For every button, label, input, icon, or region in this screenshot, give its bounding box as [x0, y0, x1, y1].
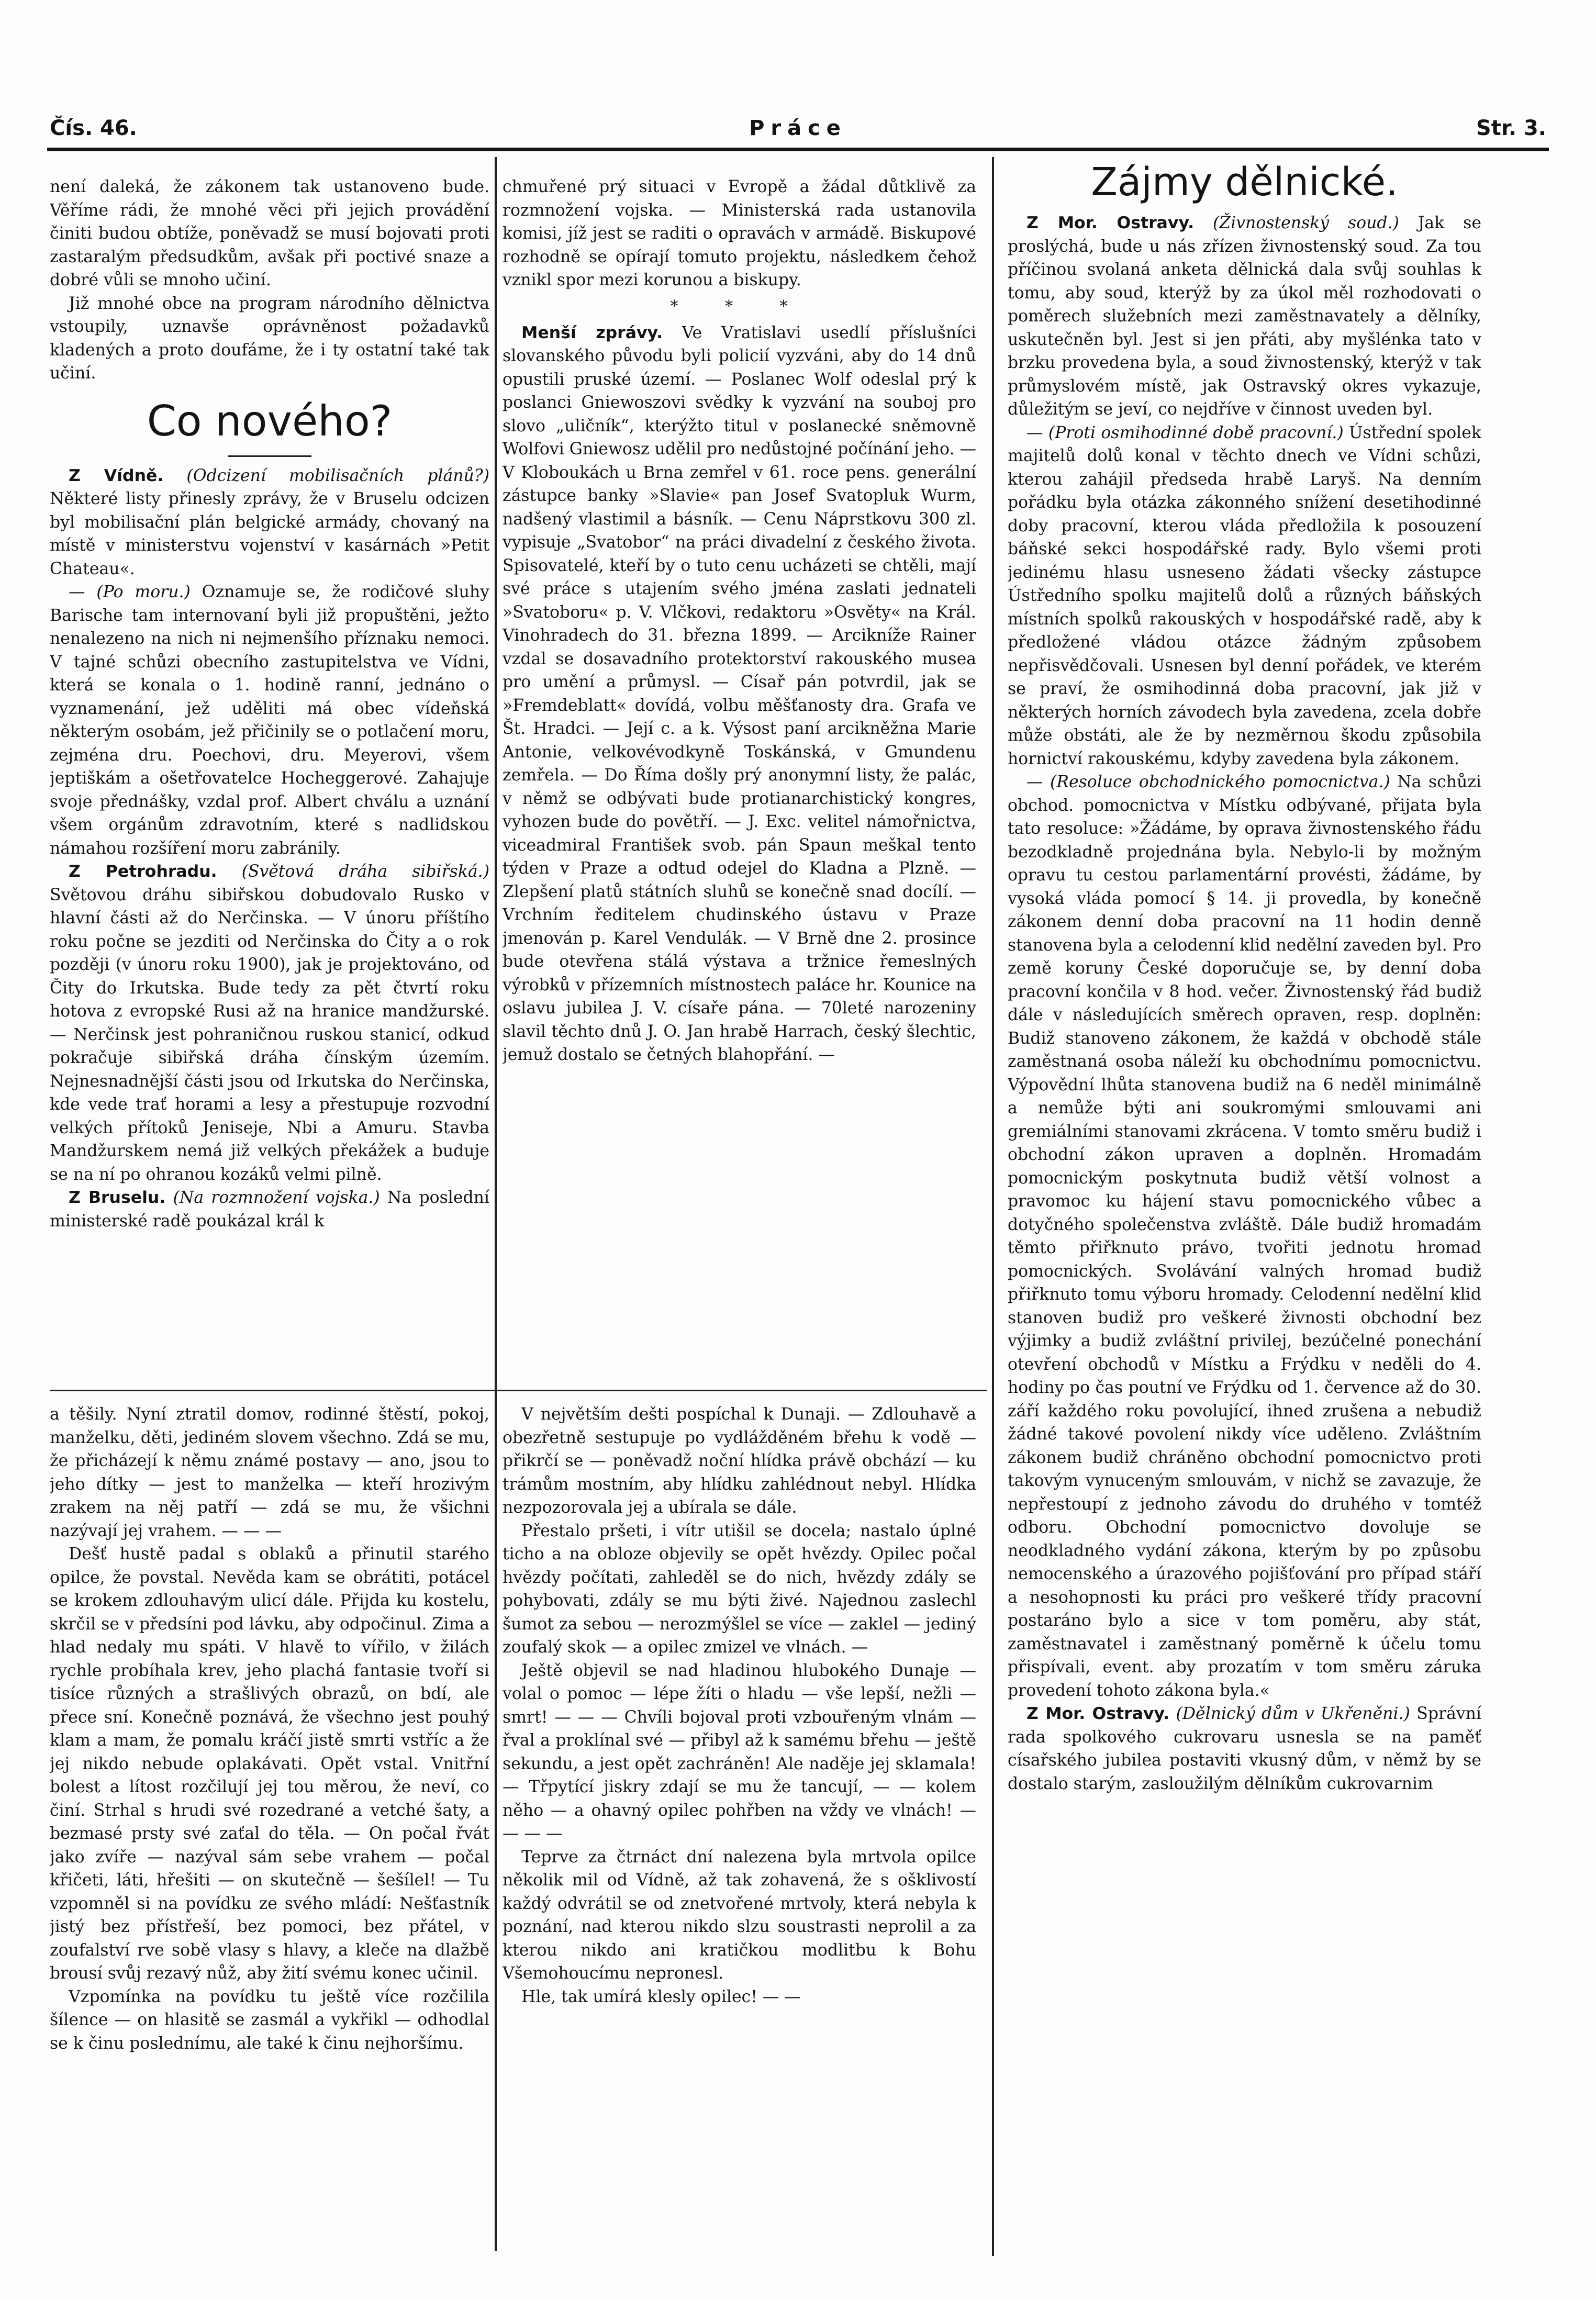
- news-text: Některé listy přinesly zprávy, že v Bruselu odcizen byl mobilisační plán belgické armády, chovaný na místě v ministerstvu vojenství v kasárnách »Petit Chateau«.: [50, 489, 489, 578]
- news-text: Ve Vratislavi usedlí příslušníci slovanského původu byli policií vyzváni, aby do 14 dnů opustili pruské území. — Poslanec Wolf odeslal prý k poslanci Gniewoszovi svědky k vyzvání na souboj pro slovo „uličník“, kterýžto titul v poslanecké sněmovně Wolfovi Gniewosz udělil pro nedůstojné počínání jeho. — V Kloboukách u Brna zemřel v 61. roce pens. generální zástupce banky »Slavie« pan Josef Svatopluk Wurm, nadšený vlastimil a básník. — Cenu Náprstkovu 300 zl. vypisuje „Svatobor“ na práci divadelní z českého života. Spisovatelé, kteří by o tuto cenu ucházeti se chtěli, mají své práce s utajením svého jména zaslati jednateli »Svatoboru« p. V. Vlčkovi, redaktoru »Osvěty« na Král. Vinohradech do 31. března 1899. — Arcikníže Rainer vzdal se dosavadního protektorství rakouského musea pro umění a průmysl. — Císař pán potvrdil, jak se »Fremdeblatt« dovídá, volbu měšťanosty dra. Grafa ve Št. Hradci. — Její c. a k. Výsost paní arcikněžna Marie Antonie, velkovévodkyně Toskánská, v Gmundenu zemřela. — Do Říma došly prý anonymní listy, že palác, v němž se odbývati bude protianarchistický kongres, vyhozen bude do povětří. — J. Exc. velitel námořnictva, viceadmiral František svob. pán Spaun meškal tento týden v Praze a odtud odejel do Kladna a Plzně. — Zlepšení platů státních sluhů se konečně snad docílí. — Vrchním ředitelem chudinského ústavu v Praze jmenován p. Karel Vendulák. — V Brně dne 2. prosince bude otevřena stálá výstava a tržnice řemeslných výrobků v přízemních místnostech paláce hr. Kounice na oslavu jubilea J. V. císaře pána. — 70leté narozeniny slavil těchto dnů J. O. Jan hrabě Harrach, český šlechtic, jemuž dostalo se četných blahopřání. —: [503, 323, 976, 1064]
- story-paragraph: Hle, tak umírá klesly opilec! — —: [521, 1987, 801, 2006]
- news-text: Na schůzi obchod. pomocnictva v Místku odbývané, přijata byla tato resoluce: »Žádáme, by oprava živnostenského řádu bezodkladně projednána byla. Nebylo-li by možným opravu tu cestou parlamentární provésti, žádáme, by vysoká vláda pomocí § 14. ji provedla, by konečně zákonem denní doba pracovní na 11 hodin denně stanovena byla a celodenní klid nedělní zaveden byl. Pro země koruny České doporučuje se, by denní doba pracovní končila v 8 hod. večer. Živnostenský řád budiž dále v následujících směrech opraven, resp. doplněn: Budiž stanoveno zákonem, že každá v obchodě stále zaměstnaná osoba náleží ku obchodnímu pomocnictvu. Výpovědní lhůta stanovena budiž na 6 neděl minimálně a nemůže býti ani soukromými smlouvami ani gremiálními stanovami zkrácena. V tomto směru budiž i obchodní zákon upraven a doplněn. Hromadám pomocnickým poskytnuta budiž větší volnost a pravomoc ku hájení stavu pomocnického vůbec a dotyčného společenstva zvláště. Dále budiž hromadám těmto přiřknuto právo, tvořiti jednotu hromad pomocnických. Svolávání valných hromad budiž přiřknuto tomu výboru hromady. Celodenní nedělní klid stanoven budiž pro veškeré živnosti obchodní bez výjimky a budiž zvláštní privilej, bezúčelné ponechání otevření obchodů v Místku a Frýdku v neděli do 4. hodiny po čas poutní ve Frýdku od 1. července až do 30. září každého roku povolující, ihned zrušena a nebudiž žádné takové povolení nikdy více uděleno. Zvláštním zákonem budiž chráněno obchodní pomocnictvo proti takovým vynuceným smlouvám, v nichž se zavazuje, že nepřestoupí z jednoho závodu do druhého v tomtéž odboru. Obchodní pomocnictvo dovoluje se neodkladného vydání zákona, kterým by po způsobu nemocenského a úrazového pojišťování pro případ stáří a nesohopnosti ku práci pro veškeré třídy pracovní postaráno bylo a sice v tom poměru, aby stát, zaměstnavatel i zaměstnaný poměrně k účelu tomu přispívali, event. aby prozatím v tom směru záruka provedení tohoto zákona byla.«: [1008, 773, 1481, 1700]
- feuilleton-divider: [50, 1390, 987, 1391]
- story-paragraph: Ještě objevil se nad hladinou hlubokého Dunaje — volal o pomoc — lépe žíti o hladu — vše lepší, nežli — smrt! — — — Chvíli bojoval proti vzbouřeným vlnám — řval a proklínal své — přibyl až k samému břehu — ještě sekundu, a jest opět zachráněn! Ale naděje jej sklamala! — Třpytící jiskry zdají se mu že tancují, — — kolem něho — a ohavný opilec pohřben na vždy ve vlnách! — — — —: [503, 1661, 976, 1843]
- news-text: Světovou dráhu sibiřskou dobudovalo Rusko v hlavní části až do Nerčinska. — V únoru příštího roku počne se jezditi od Nerčinska do Čity a o rok později (v únoru roku 1900), jak je projektováno, od Čity do Irkutska. Bude tedy za pět čtvrtí roku hotova z evropské Rusi až na hranice mandžurské. — Nerčinsk jest pohraničnou ruskou stanicí, odkud pokračuje sibiřská dráha čínským územím. Nejnesnadnější části jsou od Irkutska do Nerčinska, kde vede trať horami a lesy a přestupuje rozvodní velkých přítoků Jeniseje, Nbi a Amuru. Stavba Mandžurskem nemá již velkých překážek a buduje se na ní po ohranou kozáků velmi pilně.: [50, 885, 489, 1184]
- heading-rule: [228, 455, 311, 457]
- news-trade-court: [1008, 211, 1481, 421]
- dateline: Z Mor. Ostravy.: [1026, 1704, 1170, 1723]
- news-subtitle: (Odcizení mobilisačních plánů?): [186, 466, 489, 485]
- column-2-upper: [503, 175, 976, 1384]
- news-label: Menší zprávy.: [521, 323, 663, 342]
- news-subtitle: — (Resoluce obchodnického pomocnictva.): [1026, 773, 1390, 791]
- column-2-lower: [503, 1403, 976, 2251]
- section-heading-co-noveho: Co nového?: [147, 396, 393, 445]
- article-paragraph: chmuřené prý situaci v Evropě a žádal důtklivě za rozmnožení vojska. — Ministerská rada ustanovila komisi, jíž jest se raditi o opravách v armádě. Biskupové rozhodně se opírají tomuto projektu, následkem čehož vznikl spor mezi korunou a biskupy.: [503, 177, 976, 289]
- column-1-lower: [50, 1403, 489, 2251]
- page-number: Str. 3.: [1476, 116, 1546, 140]
- news-resolution: [1008, 770, 1481, 1702]
- story-paragraph: Dešť hustě padal s oblaků a přinutil starého opilce, že povstal. Nevěda kam se obrátiti, potácel se krokem zdlouhavým ulicí dále. Přijda ku kostelu, skrčil se v předsíni pod lávku, aby odpočinul. Zima a hlad nedaly mu spáti. V hlavě to vířilo, v žilách rychle probíhala krev, jeho plachá fantasie tvoří si tisíce různých a strašlivých obrazů, on bdí, ale přece sní. Konečně poznává, že všechno jest pouhý klam a mam, že pomalu kráčí jistě smrti vstříc a že jej nikdo nebude oplakávati. Opět vstal. Vnitřní bolest a lítost rozčilují jej tou měrou, že neví, co činí. Strhal s hrudi své rozedrané a vetché šaty, a bezmasé prsty své zaťal do těla. — On počal řvát jako zvíře — nazýval sám sebe vrahem — počal křičeti, láti, hřešiti — on skutečně — šešílel! — Tu vzpomněl si na povídku ze svého mládí: Nešťastník jistý bez přístřeší, bez pomoci, bez přátel, v zoufalství rve sobě vlasy s hlavy, a kleče na dlažbě brousí svůj rezavý nůž, aby žití svému konec učinil.: [50, 1545, 489, 1983]
- news-eight-hours: [1008, 421, 1481, 771]
- story-paragraph: Přestalo pršeti, i vítr utišil se docela; nastalo úplné ticho a na obloze objevily se opět hvězdy. Opilec počal hvězdy počítati, zahleděl se do nich, hvězdy zdály se pohybovati, zdály se mu býti živé. Najednou zaslechl šumot za sebou — nerozmýšlel se více — zaklel — jediný zoufalý skok — a opilec zmizel ve vlnách. —: [503, 1521, 976, 1657]
- news-text: Ústřední spolek majitelů dolů konal v těchto dnech ve Vídni schůzi, kterou zahájil předseda hrabě Laryš. Na denním pořádku byla otázka zákonného snížení desetihodinné doby pracovní, kterou vláda předložila k posouzení báňské sekci hospodářské rady. Bylo všemi proti jedinému hlasu usneseno žádati všecky zástupce Ústředního spolku majitelů dolů a různých báňských místních spolků rakouských v hospodářské radě, aby k předložené vládou otázce žádným způsobem nepřisvědčovali. Usnesen byl denní pořádek, ve kterém se praví, že osmihodinná doba pracovní, jak již v některých horních závodech byla zavedena, zcela dobře může obstáti, ale že by nezměrnou škodu způsobila hornictví rakouskému, kdyby zavedena byla zákonem.: [1008, 423, 1481, 768]
- story-paragraph: Vzpomínka na povídku tu ještě více rozčilila šílence — on hlasitě se zasmál a vykřikl — odhodlal se k činu poslednímu, ale také k činu nejhoršímu.: [50, 1987, 489, 2053]
- news-minor: [503, 321, 976, 1067]
- news-subtitle: — (Proti osmihodinné době pracovní.): [1026, 423, 1344, 442]
- newspaper-title: Práce: [749, 116, 847, 140]
- story-paragraph: V největším dešti pospíchal k Dunaji. — Zdlouhavě a obezřetně sestupuje po vydlážděném břehu k vodě — přikrčí se — poněvadž noční hlídka právě obchází — ku trámům mostním, aby hlídku zahlédnout nebyl. Hlídka nezpozorovala jej a ubírala se dále.: [503, 1405, 976, 1517]
- asterism-divider: * * *: [670, 297, 809, 316]
- column-divider-1: [495, 157, 497, 2251]
- story-paragraph: Teprve za čtrnáct dní nalezena byla mrtvola opilce několik mil od Vídně, až tak zohavená, že s ošklivostí každý odvrátil se od znetvořené mrtvoly, která nebyla k poznání, nad kterou nikdo slzu soustrasti neprolil a za kterou nikdo ani kratičkou modlitbu k Bohu Všemohoucímu nepronesl.: [503, 1847, 976, 1983]
- article-paragraph: není daleká, že zákonem tak ustanoveno bude. Věříme rádi, že mnohé věci při jejich provádění činiti budou obtíže, poněvadž se musí bojovati proti zastaralým předsudkům, avšak při poctivé snaze a dobré vůli se mnoho učiní.: [50, 177, 489, 289]
- news-subtitle: (Dělnický dům v Ukřeněni.): [1176, 1704, 1410, 1723]
- news-vienna: [50, 464, 489, 581]
- news-subtitle: (Na rozmnožení vojska.): [173, 1188, 380, 1207]
- dateline: Z Petrohradu.: [69, 862, 217, 881]
- page-header: [50, 116, 1546, 148]
- news-text: Oznamuje se, že rodičové sluhy Barische tam internovaní byli již propuštěni, ježto nenalezeno na nich ni nejmenšího příznaku nemoci. V tajné schůzi obecního zastupitelstva ve Vídni, která se konala o 1. hodině ranní, jednáno o vyznamenání, jež uděliti má obec vídeňská některým osobám, jež přičinily se o potlačení moru, zejména dru. Poechovi, dru. Meyerovi, všem jeptiškám a ošetřovatelce Hocheggerové. Zahajuje svoje přednášky, vzdal prof. Albert chválu a uznání všem orgánům zdravotním, které s nadlidskou námahou rozšíření moru zabránily.: [50, 583, 489, 858]
- header-rule: [47, 148, 1549, 151]
- news-plague: [50, 580, 489, 860]
- news-text: Na poslední ministerské radě poukázal král k: [50, 1188, 489, 1231]
- column-3: [1008, 157, 1481, 2256]
- dateline: Z Vídně.: [69, 466, 164, 485]
- news-text: Správní rada spolkového cukrovaru usnesla se na paměť císařského jubilea postaviti vkusný dům, v němž by se dostalo starým, zasloužilým dělníkům cukrovarnim: [1008, 1704, 1481, 1793]
- section-heading-zajmy: Zájmy dělnické.: [1091, 160, 1398, 205]
- news-workers-house: [1008, 1702, 1481, 1795]
- news-subtitle: (Živnostenský soud.): [1212, 214, 1399, 232]
- news-brussels: [50, 1186, 489, 1233]
- issue-number: Čís. 46.: [50, 116, 137, 140]
- dateline: Z Bruselu.: [69, 1188, 166, 1207]
- news-subtitle: (Světová dráha sibiřská.): [241, 862, 489, 881]
- column-1-upper: [50, 175, 489, 1384]
- story-paragraph: a těšily. Nyní ztratil domov, rodinné štěstí, pokoj, manželku, děti, jediném slovem všechno. Zdá se mu, že přicházejí k němu známé postavy — ano, jsou to jeho dítky — jest to manželka — kteří hrozivým zrakem na něj patří — zdá se mu, že všichni nazývají jej vrahem. — — —: [50, 1405, 489, 1540]
- news-petersburg: [50, 860, 489, 1186]
- news-text: Jak se proslýchá, bude u nás zřízen živnostenský soud. Za tou příčinou svolaná anketa dělnická dala svůj souhlas k tomu, aby soud, kterýž by za úkol měl rozhodovati o poměrech služebních mezi zaměstnavately a dělníky, uskutečněn byl. Jest si jen přáti, aby myšlénka tato v brzku provedena byla, a soud živnostenský, kterýž v tak průmyslovém místě, jak Ostravský okres vykazuje, důležitým se jeví, co nejdříve v činnost uveden byl.: [1008, 214, 1481, 419]
- column-divider-2: [992, 157, 994, 2256]
- article-paragraph: Již mnohé obce na program národního dělnictva vstoupily, uznavše oprávněnost požadavků kladených a proto doufáme, že i ty ostatní také tak učiní.: [50, 294, 489, 383]
- news-subtitle: — (Po moru.): [69, 583, 191, 601]
- dateline: Z Mor. Ostravy.: [1026, 214, 1195, 232]
